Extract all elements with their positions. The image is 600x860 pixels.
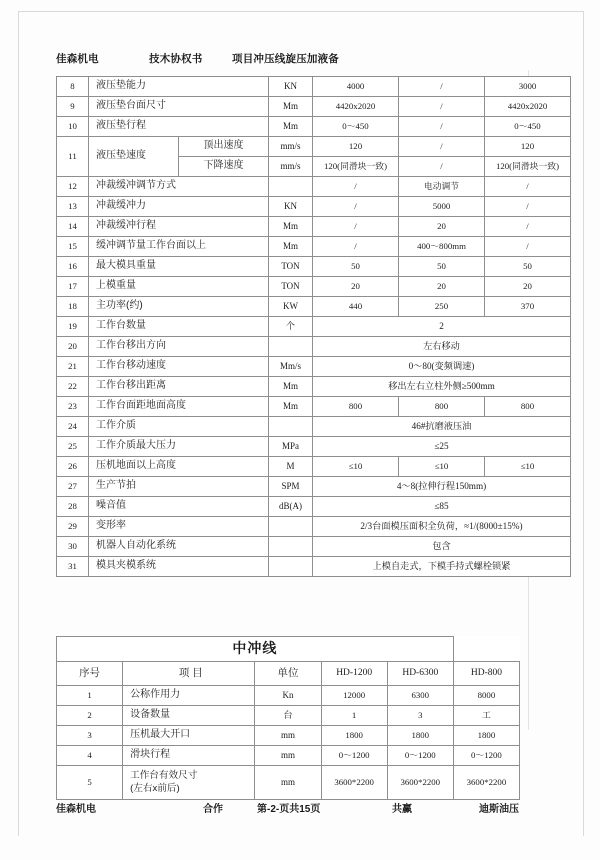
table-row [57,557,571,577]
row-number: 30 [57,537,89,557]
row-number: 3 [57,726,123,746]
row-value-3: / [485,177,571,197]
table-row [57,357,571,377]
row-value-3: / [485,197,571,217]
header-project-name: 项目冲压线旋压加液备 [232,53,339,65]
row-number: 10 [57,117,89,137]
row-value-3: 800 [485,397,571,417]
row-unit: Mm [269,377,313,397]
row-number: 25 [57,437,89,457]
row-item: 滑块行程 [123,746,255,766]
footer-page-number: 第-2-页共15页 [257,804,321,815]
row-item: 液压垫速度 [89,137,179,177]
row-value-3: 20 [485,277,571,297]
row-unit: Kn [255,686,321,706]
row-value-2: 5000 [399,197,485,217]
row-item: 生产节拍 [89,477,269,497]
row-number: 26 [57,457,89,477]
row-value-2: 3 [387,706,453,726]
page-frame-right-line [583,11,584,836]
row-value-3: 3600*2200 [453,766,519,800]
table-row [57,417,571,437]
row-unit [269,557,313,577]
header-document-title: 技木协权书 [149,53,203,65]
row-value-1: 0～1200 [321,746,387,766]
section-title-row [57,637,520,662]
table-row [57,137,571,157]
row-number: 24 [57,417,89,437]
midline-spec-table [56,636,520,800]
row-value-1: 800 [313,397,399,417]
row-value-1: 0～450 [313,117,399,137]
row-value-merged: 移出左右立柱外侧≥500mm [313,377,571,397]
row-unit: 个 [269,317,313,337]
row-value-merged: 46#抗磨液压油 [313,417,571,437]
row-value-3: ≤10 [485,457,571,477]
section-title: 中冲线 [57,637,454,662]
row-item: 上模重量 [89,277,269,297]
table-row [57,237,571,257]
row-unit [269,417,313,437]
row-number: 17 [57,277,89,297]
row-value-merged: 上模自走式，下模手持式螺栓锁紧 [313,557,571,577]
row-value-1: 4420x2020 [313,97,399,117]
column-header-model-2: HD-6300 [387,662,453,686]
row-number: 15 [57,237,89,257]
row-value-3: / [485,237,571,257]
table-row [57,537,571,557]
row-item: 工作台移动速度 [89,357,269,377]
row-value-2: 400～800mm [399,237,485,257]
row-number: 4 [57,746,123,766]
row-number: 22 [57,377,89,397]
table-row [57,217,571,237]
row-unit: mm [255,746,321,766]
footer-company-name: 佳森机电 [56,804,96,815]
row-value-1: 1800 [321,726,387,746]
table-row [57,706,520,726]
table-header-row [57,662,520,686]
row-value-1: 3600*2200 [321,766,387,800]
row-value-2: / [399,157,485,177]
row-value-2: 50 [399,257,485,277]
row-number: 31 [57,557,89,577]
row-item: 工作台有效尺寸 (左右x前后) [123,766,255,800]
row-value-1: / [313,217,399,237]
table-row [57,746,520,766]
row-value-merged: 左右移动 [313,337,571,357]
hydraulic-spec-table [56,76,571,577]
row-value-3: 0～450 [485,117,571,137]
table-row [57,726,520,746]
footer-cooperation: 合作 [203,804,223,815]
column-header-model-3: HD-800 [453,662,519,686]
row-number: 13 [57,197,89,217]
row-unit: KN [269,197,313,217]
document-footer [56,800,526,816]
row-value-2: / [399,117,485,137]
row-item: 公称作用力 [123,686,255,706]
footer-win-slogan: 共赢 [392,804,412,815]
row-unit: TON [269,277,313,297]
table-row [57,377,571,397]
table-row [57,457,571,477]
row-number: 9 [57,97,89,117]
row-item: 压机地面以上高度 [89,457,269,477]
row-number: 20 [57,337,89,357]
row-value-3: 3000 [485,77,571,97]
row-number: 28 [57,497,89,517]
row-value-1: 120(同滑块一致) [313,157,399,177]
row-number: 11 [57,137,89,177]
table-row [57,97,571,117]
row-value-2: 250 [399,297,485,317]
row-unit: MPa [269,437,313,457]
row-unit [269,537,313,557]
table-row [57,197,571,217]
row-value-1: 1 [321,706,387,726]
row-value-merged: 2/3台面模压面积全负荷，≈1/(8000±15%) [313,517,571,537]
row-value-1: 4000 [313,77,399,97]
row-value-2: 3600*2200 [387,766,453,800]
row-number: 23 [57,397,89,417]
column-header-item: 项 目 [123,662,255,686]
row-value-1: / [313,177,399,197]
row-value-2: 1800 [387,726,453,746]
row-unit: mm [255,766,321,800]
row-value-3: 0～1200 [453,746,519,766]
row-number: 2 [57,706,123,726]
document-header [56,51,526,69]
column-header-unit: 单位 [255,662,321,686]
row-item: 主功率(约) [89,297,269,317]
row-item: 工作台数量 [89,317,269,337]
row-subitem-2: 下降速度 [179,157,269,177]
row-unit [269,337,313,357]
row-value-merged: 包含 [313,537,571,557]
row-unit: Mm/s [269,357,313,377]
row-number: 12 [57,177,89,197]
row-item: 工作台移出方向 [89,337,269,357]
page-frame-left-line [18,11,19,836]
row-unit: Mm [269,397,313,417]
row-unit: Mm [269,117,313,137]
row-item: 变形率 [89,517,269,537]
header-company-name: 佳森机电 [56,53,99,65]
row-value-2: 0～1200 [387,746,453,766]
table-row [57,497,571,517]
table-row [57,477,571,497]
row-value-merged: 4～8(拉伸行程150mm) [313,477,571,497]
table-row [57,766,520,800]
midline-spec-table-body [57,637,520,800]
row-item: 液压垫能力 [89,77,269,97]
table-row [57,277,571,297]
row-value-3: 工 [453,706,519,726]
row-value-2: 20 [399,277,485,297]
row-item: 工作台面距地面高度 [89,397,269,417]
row-value-1: / [313,197,399,217]
row-value-3: 1800 [453,726,519,746]
row-item: 压机最大开口 [123,726,255,746]
row-unit: 台 [255,706,321,726]
table-row [57,317,571,337]
row-unit: TON [269,257,313,277]
table-row [57,397,571,417]
column-header-no: 序号 [57,662,123,686]
row-unit: Mm [269,97,313,117]
row-value-2: / [399,77,485,97]
table-row [57,257,571,277]
hydraulic-spec-table-body [57,77,571,577]
table-row [57,117,571,137]
row-value-2: 6300 [387,686,453,706]
row-value-merged: ≤25 [313,437,571,457]
row-value-3: 370 [485,297,571,317]
row-unit-1: mm/s [269,137,313,157]
row-unit: dB(A) [269,497,313,517]
row-unit: KN [269,77,313,97]
row-unit: KW [269,297,313,317]
table-row [57,686,520,706]
table-row [57,297,571,317]
row-value-merged: 2 [313,317,571,337]
row-unit [269,177,313,197]
row-item: 冲裁缓冲调节方式 [89,177,269,197]
row-unit: SPM [269,477,313,497]
row-unit-2: mm/s [269,157,313,177]
table-row [57,177,571,197]
row-value-1: 50 [313,257,399,277]
column-header-model-1: HD-1200 [321,662,387,686]
row-item: 最大模具重量 [89,257,269,277]
row-item: 冲裁缓冲行程 [89,217,269,237]
row-number: 19 [57,317,89,337]
row-number: 1 [57,686,123,706]
row-item: 工作台移出距离 [89,377,269,397]
row-item: 工作介质最大压力 [89,437,269,457]
row-value-merged: ≤85 [313,497,571,517]
row-item: 机器人自动化系统 [89,537,269,557]
row-number: 21 [57,357,89,377]
row-number: 29 [57,517,89,537]
row-number: 5 [57,766,123,800]
row-value-1: 120 [313,137,399,157]
row-value-1: ≤10 [313,457,399,477]
table-row [57,77,571,97]
row-item: 模具夹模系统 [89,557,269,577]
table-row [57,517,571,537]
page-frame-top-line [18,11,584,12]
row-number: 14 [57,217,89,237]
row-value-1: 12000 [321,686,387,706]
row-value-1: / [313,237,399,257]
row-item: 冲裁缓冲力 [89,197,269,217]
row-subitem-1: 顶出速度 [179,137,269,157]
row-number: 8 [57,77,89,97]
row-value-2: 800 [399,397,485,417]
table-row [57,337,571,357]
row-value-3: 4420x2020 [485,97,571,117]
row-item: 设备数量 [123,706,255,726]
row-value-3: / [485,217,571,237]
row-number: 18 [57,297,89,317]
table-row [57,437,571,457]
row-value-2: ≤10 [399,457,485,477]
footer-supplier-name: 迪斯油压 [479,804,519,815]
row-value-2: 20 [399,217,485,237]
row-value-3: 8000 [453,686,519,706]
row-number: 16 [57,257,89,277]
row-unit: Mm [269,217,313,237]
row-unit: M [269,457,313,477]
row-number: 27 [57,477,89,497]
row-item: 工作介质 [89,417,269,437]
row-value-1: 440 [313,297,399,317]
row-value-2: / [399,137,485,157]
row-value-merged: 0～80(变频调速) [313,357,571,377]
row-unit: mm [255,726,321,746]
row-unit [269,517,313,537]
row-item: 液压垫台面尺寸 [89,97,269,117]
row-item: 噪音值 [89,497,269,517]
row-item: 缓冲调节量工作台面以上 [89,237,269,257]
row-value-2: 电动调节 [399,177,485,197]
row-value-2: / [399,97,485,117]
row-item: 液压垫行程 [89,117,269,137]
row-value-3: 120(同滑块一致) [485,157,571,177]
row-unit: Mm [269,237,313,257]
row-value-1: 20 [313,277,399,297]
row-value-3: 120 [485,137,571,157]
row-value-3: 50 [485,257,571,277]
